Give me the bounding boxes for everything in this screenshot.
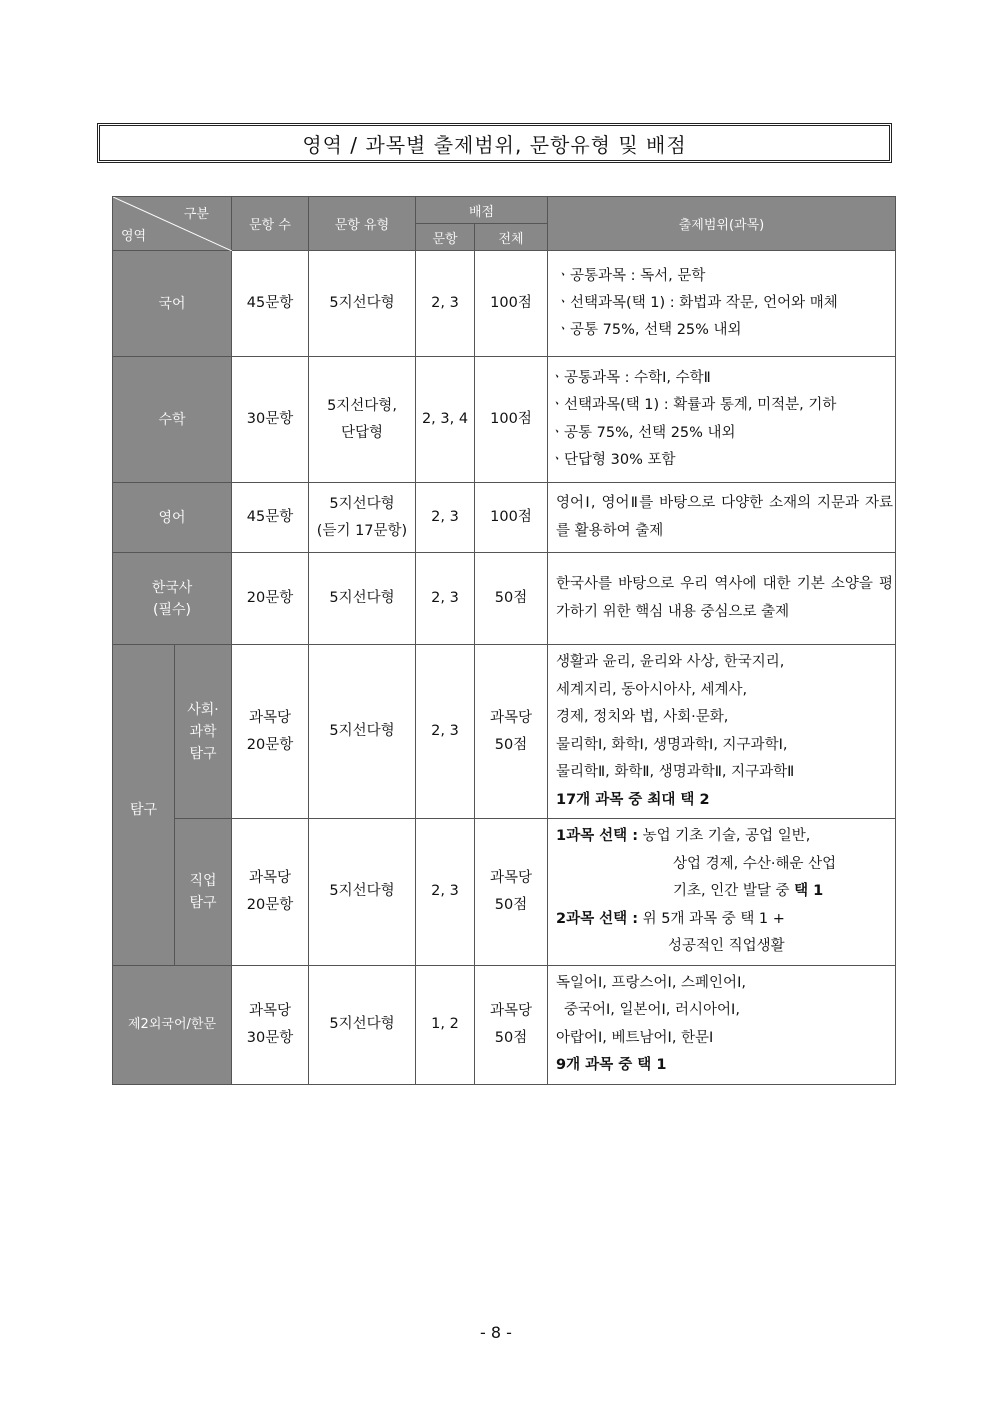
area-math: 수학 (113, 357, 232, 483)
area-korean: 국어 (113, 251, 232, 357)
range-math (548, 357, 896, 483)
total-score-foreign (475, 965, 548, 1084)
range-limit: 17개 과목 중 최대 택 2 (556, 791, 710, 808)
header-score-total: 전체 (475, 224, 548, 251)
sub-area-social (175, 645, 232, 819)
range-line: ㆍ공통과목 : 수학Ⅰ, 수학Ⅱ (550, 369, 711, 386)
area-english: 영어 (113, 483, 232, 553)
type-korean: 5지선다형 (309, 251, 416, 357)
one-subject-label: 1과목 선택 : (556, 828, 639, 844)
row-history (113, 553, 896, 645)
sub-area-line: 사회· (187, 701, 219, 718)
range-line: ㆍ단답형 30% 포함 (550, 452, 676, 468)
area-foreign: 제2외국어/한문 (113, 965, 232, 1084)
range-line: ㆍ선택과목(택 1) : 확률과 통계, 미적분, 기하 (550, 397, 837, 413)
exam-scope-table (112, 196, 896, 1085)
sub-area-vocational (175, 819, 232, 966)
header-corner (113, 197, 232, 251)
item-score-social: 2, 3 (416, 645, 475, 819)
type-line: 단답형 (340, 424, 384, 441)
type-foreign: 5지선다형 (309, 965, 416, 1084)
range-line: 생활과 윤리, 윤리와 사상, 한국지리, (556, 654, 785, 670)
count-foreign (232, 965, 309, 1084)
area-inquiry: 탐구 (113, 645, 175, 966)
type-vocational: 5지선다형 (309, 819, 416, 966)
one-subject-cont-text: 기초, 인간 발달 중 (673, 883, 795, 899)
count-line: 20문항 (246, 736, 294, 753)
item-score-vocational: 2, 3 (416, 819, 475, 966)
count-english: 45문항 (232, 483, 309, 553)
count-line: 과목당 (248, 1002, 292, 1019)
two-subject-cont: 성공적인 직업생활 (668, 938, 785, 954)
header-count: 문항 수 (232, 197, 309, 251)
header-type: 문항 유형 (309, 197, 416, 251)
row-foreign (113, 965, 896, 1084)
total-score-vocational (475, 819, 548, 966)
one-subject-text: 농업 기초 기술, 공업 일반, (638, 828, 811, 844)
count-line: 20문항 (246, 896, 294, 913)
item-score-foreign: 1, 2 (416, 965, 475, 1084)
count-vocational (232, 819, 309, 966)
type-english (309, 483, 416, 553)
count-korean: 45문항 (232, 251, 309, 357)
total-score-math: 100점 (475, 357, 548, 483)
one-subject-cont: 상업 경제, 수산·해운 산업 (673, 855, 837, 872)
total-line: 50점 (494, 736, 528, 753)
range-line: 물리학Ⅰ, 화학Ⅰ, 생명과학Ⅰ, 지구과학Ⅰ, (556, 736, 788, 753)
type-social: 5지선다형 (309, 645, 416, 819)
range-vocational (548, 819, 896, 966)
range-line: 중국어Ⅰ, 일본어Ⅰ, 러시아어Ⅰ, (564, 1002, 740, 1018)
range-history: 한국사를 바탕으로 우리 역사에 대한 기본 소양을 평가하기 위한 핵심 내용 중심으로 출제 (548, 553, 896, 645)
type-math (309, 357, 416, 483)
header-area: 영역 (121, 229, 147, 244)
range-english: 영어Ⅰ, 영어Ⅱ를 바탕으로 다양한 소재의 지문과 자료를 활용하여 출제 (548, 483, 896, 553)
page-number: - 8 - (480, 1323, 512, 1342)
row-korean (113, 251, 896, 357)
two-subject-line (556, 906, 893, 934)
item-score-korean: 2, 3 (416, 251, 475, 357)
one-subject-line (556, 823, 893, 851)
item-score-english: 2, 3 (416, 483, 475, 553)
range-line: ㆍ공통 75%, 선택 25% 내외 (556, 322, 742, 338)
total-line: 50점 (494, 1029, 528, 1046)
header-gubun: 구분 (183, 207, 209, 222)
two-subject-text: 위 5개 과목 중 택 1 + (638, 910, 785, 927)
range-foreign (548, 965, 896, 1084)
sub-area-line: 직업 (189, 872, 217, 889)
range-limit: 9개 과목 중 택 1 (556, 1057, 667, 1073)
row-inquiry-vocational (113, 819, 896, 966)
total-score-korean: 100점 (475, 251, 548, 357)
total-line: 과목당 (489, 869, 533, 886)
sub-area-line: 과학 (189, 723, 217, 740)
range-line: 아랍어Ⅰ, 베트남어Ⅰ, 한문Ⅰ (556, 1029, 714, 1046)
total-line: 과목당 (489, 709, 533, 726)
header-range: 출제범위(과목) (548, 197, 896, 251)
count-social (232, 645, 309, 819)
range-korean (548, 251, 896, 357)
range-line: 독일어Ⅰ, 프랑스어Ⅰ, 스페인어Ⅰ, (556, 974, 746, 991)
sub-area-line: 탐구 (189, 894, 217, 911)
header-score-item: 문항 (416, 224, 475, 251)
item-score-history: 2, 3 (416, 553, 475, 645)
count-math: 30문항 (232, 357, 309, 483)
two-subject-label: 2과목 선택 : (556, 910, 639, 927)
range-line: ㆍ공통과목 : 독서, 문학 (556, 268, 706, 284)
page-title: 영역 / 과목별 출제범위, 문항유형 및 배점 (302, 132, 687, 157)
count-line: 과목당 (248, 709, 292, 726)
count-line: 30문항 (246, 1029, 294, 1046)
type-line: (듣기 17문항) (316, 522, 408, 539)
type-history: 5지선다형 (309, 553, 416, 645)
count-line: 과목당 (248, 869, 292, 886)
page-title-box (97, 123, 892, 163)
range-line: 세계지리, 동아시아사, 세계사, (556, 681, 748, 698)
row-english (113, 483, 896, 553)
type-line: 5지선다형, (327, 397, 397, 414)
one-subject-limit: 택 1 (794, 883, 824, 899)
range-social (548, 645, 896, 819)
row-math (113, 357, 896, 483)
item-score-math: 2, 3, 4 (416, 357, 475, 483)
range-line: 물리학Ⅱ, 화학Ⅱ, 생명과학Ⅱ, 지구과학Ⅱ (556, 764, 795, 780)
total-score-history: 50점 (475, 553, 548, 645)
count-history: 20문항 (232, 553, 309, 645)
type-line: 5지선다형 (329, 495, 395, 512)
area-line: 한국사 (151, 579, 193, 596)
area-history (113, 553, 232, 645)
area-line: (필수) (153, 601, 191, 618)
range-line: 경제, 정치와 법, 사회·문화, (556, 709, 729, 725)
range-line: ㆍ선택과목(택 1) : 화법과 작문, 언어와 매체 (556, 295, 838, 311)
total-score-english: 100점 (475, 483, 548, 553)
range-line: ㆍ공통 75%, 선택 25% 내외 (550, 424, 736, 441)
total-line: 50점 (494, 896, 528, 913)
total-line: 과목당 (489, 1002, 533, 1019)
header-score: 배점 (416, 197, 548, 224)
sub-area-line: 탐구 (189, 745, 217, 762)
one-subject-cont (556, 878, 893, 906)
row-inquiry-social (113, 645, 896, 819)
total-score-social (475, 645, 548, 819)
